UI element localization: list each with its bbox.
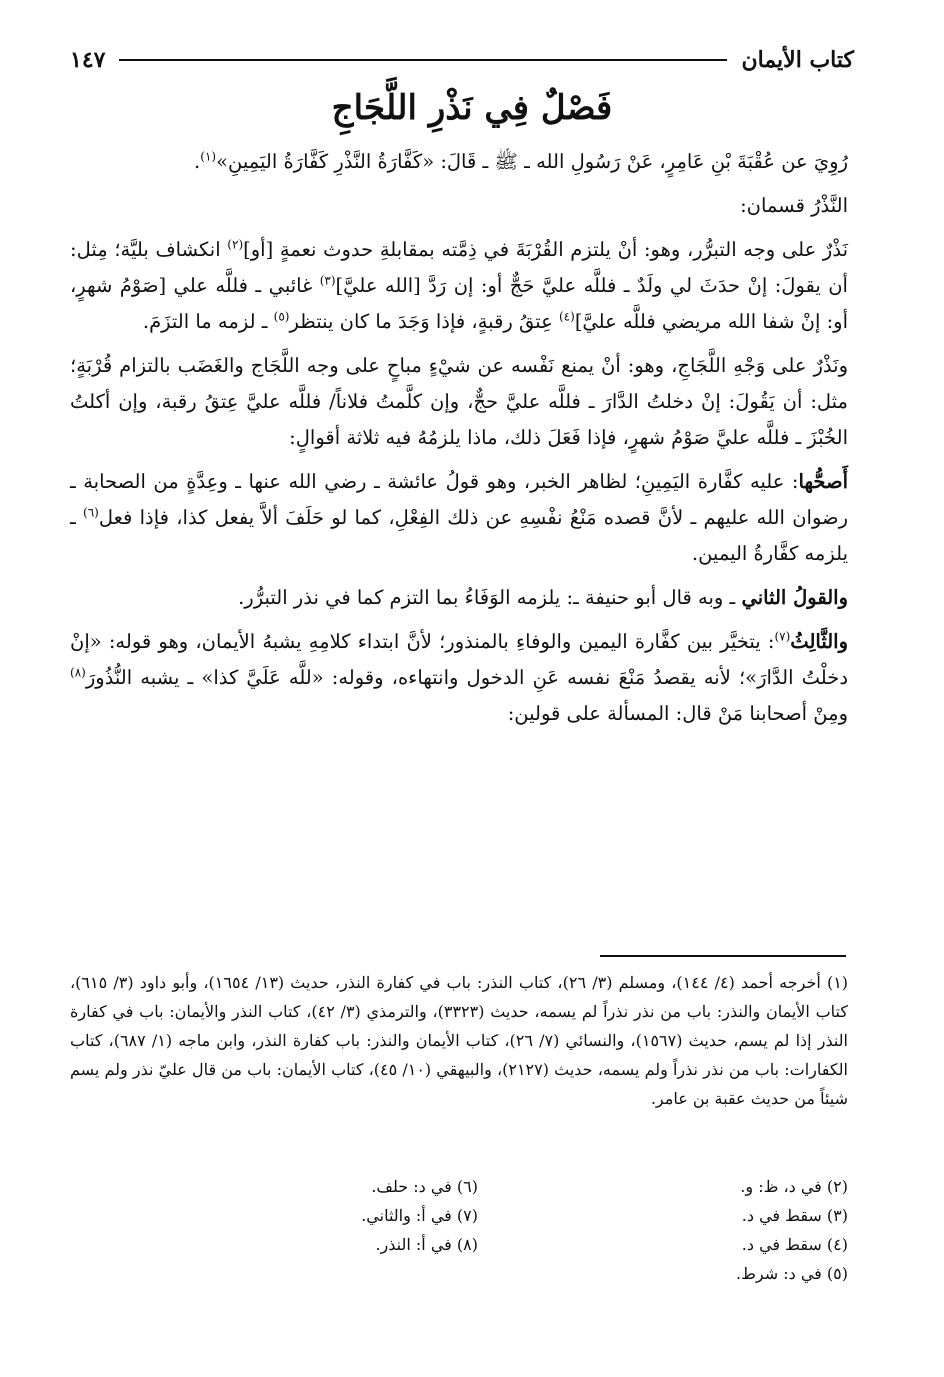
- main-text: [70, 144, 848, 740]
- third-opinion-paragraph: [70, 624, 848, 732]
- section-title: فَصْلٌ فِي نَذْرِ اللَّجَاجِ: [331, 88, 613, 128]
- footnote-6: (٦) في د: حلف.: [371, 1177, 478, 1196]
- second-opinion-paragraph: [70, 580, 848, 616]
- text-segment: ـ يلزمه كفَّارةُ اليمين.: [70, 506, 848, 565]
- running-title: كتاب الأيمان: [741, 47, 854, 73]
- hadith-end: .: [194, 150, 201, 173]
- opinion-lead: أَصحُّها: [798, 470, 848, 493]
- footnotes: [70, 968, 848, 1113]
- text-segment: ومِنْ أصحابنا مَنْ قال: المسألة على قولين:: [507, 702, 848, 725]
- page-number: ١٤٧: [70, 47, 106, 73]
- text-segment: : عليه كفَّارة اليَمِينِ؛ لظاهر الخبر، وهو قولُ عائشة ـ رضي الله عنها ـ وعِدَّةٍ من الصحابة ـ رضوان الله عليهم ـ لأنَّ قصده مَنْعُ نفْسِهِ عن ذلك الفِعْلِ، كما لو حَلَفَ ألاَّ يفعل كذا، فإذا فعل: [70, 470, 848, 529]
- footnote-ref: (٨): [70, 665, 86, 680]
- opinion-lead: والقولُ الثاني: [741, 586, 848, 609]
- short-footnotes: [70, 1172, 848, 1322]
- footnote-ref: (١): [200, 149, 217, 164]
- header-rule: [119, 59, 727, 61]
- first-opinion-paragraph: [70, 464, 848, 572]
- hadith-text: رُوِيَ عن عُقْبَةَ بْنِ عَامِرٍ، عَنْ رَسُولِ الله ـ ﷺ ـ قَالَ: «كَفَّارَةُ النَّذْرِ كَفَّارَةُ اليَمِينِ»: [216, 150, 848, 173]
- text-segment: غائبي ـ فللَّه علي [صَوْمُ شهرٍ، أو: إنْ شفا الله مريضي فللَّه عليَّ]: [70, 274, 848, 333]
- footnote-7: (٧) في أ: والثاني.: [361, 1206, 478, 1225]
- opinion-lead: والثَّالِثُ: [790, 630, 848, 653]
- footnote-ref: (٢): [227, 237, 244, 252]
- footnote-ref: (٥): [273, 309, 290, 324]
- text-segment: : يتخيَّر بين كفَّارة اليمين والوفاءِ بالمنذور؛ لأنَّ ابتداء كلامِهِ يشبهُ الأيمان، وهو قوله: «إنْ دخلْتُ الدَّارَ»؛ لأنه يقصدُ مَنْعَ نفسه عَنِ الدخول وانتهاءه، وقوله: «للَّه عَلَيَّ كذا» ـ يشبه النُّذُورَ: [70, 630, 848, 689]
- footnote-ref: (٦): [83, 505, 99, 520]
- page-header: [70, 40, 854, 80]
- footnote-2: (٢) في د، ظ: و.: [740, 1177, 848, 1196]
- hadith-paragraph: [70, 144, 848, 180]
- text-segment: ونَذْرٌ على وَجْهِ اللَّجَاجِ، وهو: أنْ يمنع نَفْسه عن شيْءٍ مباحٍ على وجه اللَّجَاج والغَضَب بالتزام قُرْبَةٍ؛ مثل: أن يَقُولَ: إنْ دخلتُ الدَّارَ ـ فللَّه عليَّ حجٌّ، وإن كلَّمتُ فلاناً/ فللَّه عليَّ عِتقُ رقبة، وإن أكلتُ الخُبْزَ ـ فللَّه عليَّ صَوْمُ شهرٍ، فإذا فَعَلَ ذلك، ماذا يلزمُهُ فيه ثلاثة أقوالٍ:: [70, 354, 848, 449]
- footnote-1: (١) أخرجه أحمد (٤/ ١٤٤)، ومسلم (٣/ ٢٦)، كتاب النذر: باب في كفارة النذر، حديث (١٣/ ١٦٥٤)، وأبو داود (٣/ ٦١٥)، كتاب الأيمان والنذر: باب من نذر نذراً لم يسمه، حديث (٣٣٢٣)، والترمذي (٣/ ٤٢)، كتاب النذر والأيمان: باب في كفارة النذر إذا لم يسم، حديث (١٥٦٧)، والنسائي (٧/ ٢٦)، كتاب الأيمان والنذر: باب كفارة النذر، وابن ماجه (١/ ٦٨٧)، كتاب الكفارات: باب من نذر نذراً ولم يسمه، حديث (٢١٢٧)، والبيهقي (١٠/ ٤٥)، كتاب الأيمان: باب من قال عليّ نذر ولم يسم شيئاً من حديث عقبة بن عامر.: [70, 973, 849, 1108]
- text-segment: نَذْرٌ على وجه التبرُّر، وهو: أنْ يلتزم القُرْبَةَ في ذِمَّته بمقابلةِ حدوث نعمةٍ [أو]: [243, 238, 848, 261]
- text-segment: ـ لزمه ما التزَمَ.: [142, 310, 274, 333]
- footnotes-right-column: [598, 1172, 848, 1288]
- footnote-4: (٤) سقط في د.: [741, 1235, 848, 1254]
- footnote-3: (٣) سقط في د.: [741, 1206, 848, 1225]
- division-paragraph: [70, 188, 848, 224]
- footnote-ref: (٤): [558, 309, 575, 324]
- text-segment: عِتقُ رقبةٍ، فإذا وَجَدَ ما كان ينتظر: [289, 310, 559, 333]
- footnote-ref: (٣): [319, 273, 336, 288]
- lajaj-paragraph: [70, 348, 848, 456]
- division-text: النَّذْرُ قسمان:: [740, 194, 848, 217]
- text-segment: ـ وبه قال أبو حنيفة ـ: يلزمه الوَفَاءُ بما التزم كما في نذر التبرُّر.: [238, 586, 742, 609]
- footnote-5: (٥) في د: شرط.: [736, 1264, 848, 1283]
- footnote-separator: [600, 955, 846, 957]
- text-segment: انكشاف بليَّة؛ مِثل: أن يقولَ: إنْ حدَثَ لي ولَدٌ ـ فللَّه عليَّ حَجٌّ أو: إن رَدَّ [الله عليَّ]: [70, 238, 848, 297]
- footnote-8: (٨) في أ: النذر.: [375, 1235, 478, 1254]
- tabarrur-paragraph: [70, 232, 848, 340]
- footnotes-left-column: [228, 1172, 478, 1259]
- footnote-ref: (٧): [774, 629, 791, 644]
